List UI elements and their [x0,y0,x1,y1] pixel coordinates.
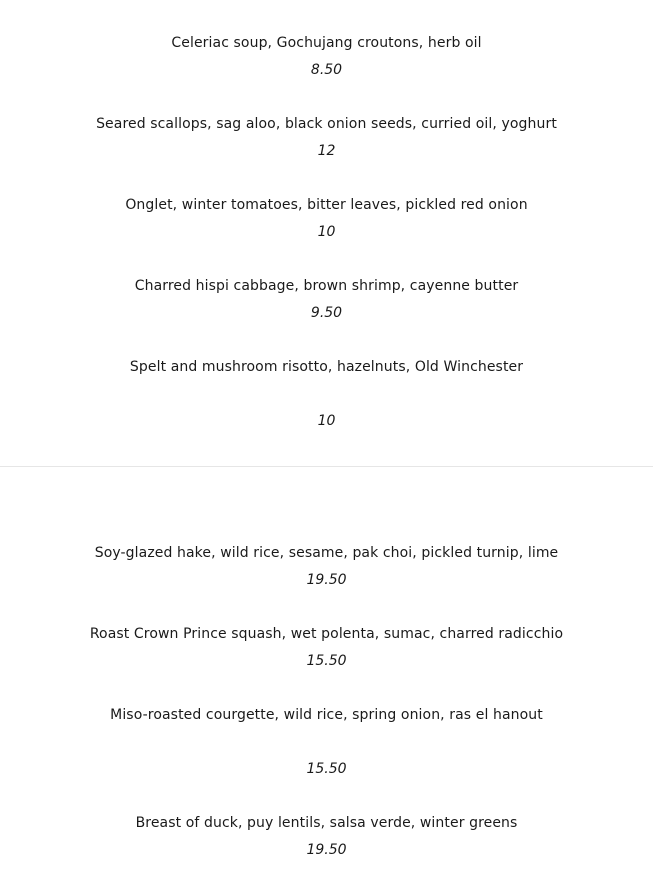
dish-name: Onglet, winter tomatoes, bitter leaves, pickled red onion [125,197,528,213]
dish-price: 8.50 [310,62,343,78]
dish-price: 9.50 [310,305,343,321]
dish-name: Seared scallops, sag aloo, black onion seeds, curried oil, yoghurt [96,116,557,132]
menu-item [0,34,653,78]
dish-name: Charred hispi cabbage, brown shrimp, cayenne butter [134,278,519,294]
dish-name: Celeriac soup, Gochujang croutons, herb oil [171,35,482,51]
dish-name: Spelt and mushroom risotto, hazelnuts, Old Winchester [129,359,524,375]
dish-price: 10 [317,413,336,429]
dish-name: Roast Crown Prince squash, wet polenta, sumac, charred radicchio [89,626,564,642]
dish-price: 12 [317,143,336,159]
menu-item [0,625,653,669]
menu-item [0,814,653,858]
menu-item [0,706,653,777]
dish-price: 15.50 [306,653,347,669]
dish-price: 19.50 [306,842,347,858]
section-divider [0,466,653,467]
menu-item [0,277,653,321]
dish-name: Breast of duck, puy lentils, salsa verde, winter greens [135,815,518,831]
menu-item [0,544,653,588]
menu-item [0,358,653,429]
menu-item [0,196,653,240]
dish-price: 15.50 [306,761,347,777]
dish-price: 19.50 [306,572,347,588]
dish-name: Soy-glazed hake, wild rice, sesame, pak choi, pickled turnip, lime [94,545,559,561]
dish-price: 10 [317,224,336,240]
menu-item [0,115,653,159]
dish-name: Miso-roasted courgette, wild rice, spring onion, ras el hanout [110,707,543,723]
